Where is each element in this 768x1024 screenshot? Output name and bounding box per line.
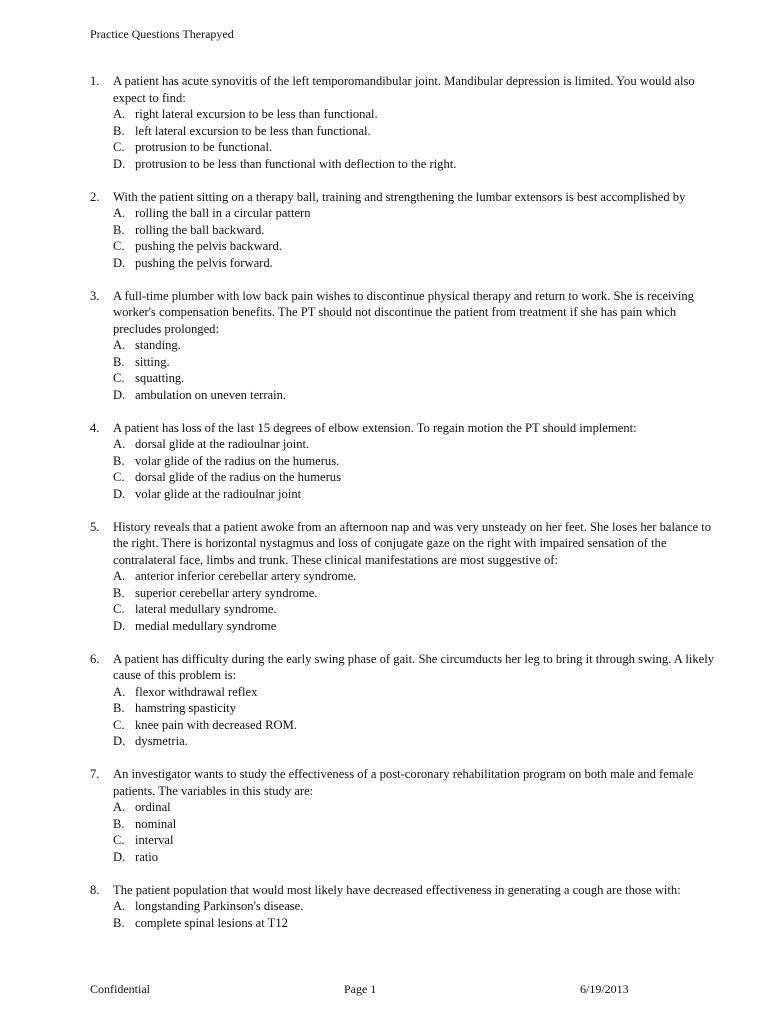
option-text: superior cerebellar artery syndrome.: [135, 585, 318, 600]
question-number: 4.: [90, 420, 100, 435]
answer-option: [113, 139, 720, 156]
option-text: standing.: [135, 338, 181, 352]
answer-option: [113, 469, 720, 486]
question-stem: [90, 73, 720, 106]
option-text: ambulation on uneven terrain.: [135, 387, 287, 402]
option-letter: A.: [113, 206, 126, 220]
option-letter: A.: [113, 107, 126, 121]
option-text: ratio: [135, 849, 159, 864]
question-text: The patient population that would most likely have decreased effectiveness in generating a cough are those with:: [113, 882, 681, 897]
question-stem: [90, 420, 720, 437]
question-text: History reveals that a patient awoke from an afternoon nap and was very unsteady on her feet. She loses her balance to the right. There is horizontal nystagmus and loss of conjugate gaze on the right with impaired sensation of the contralateral face, limbs and trunk. These clinical manifestations are most suggestive of:: [113, 519, 711, 567]
answer-option: [113, 700, 720, 717]
question-stem: [90, 766, 720, 799]
answer-option: [113, 915, 720, 932]
question-item: [90, 189, 720, 272]
option-letter: C.: [113, 833, 125, 847]
option-letter: A.: [113, 899, 126, 913]
option-text: volar glide at the radioulnar joint: [135, 486, 302, 501]
page-header: Practice Questions Therapyed: [90, 27, 234, 41]
answer-option: [113, 205, 720, 222]
answer-option: [113, 601, 720, 618]
option-text: medial medullary syndrome: [135, 618, 277, 633]
option-text: rolling the ball backward.: [135, 222, 265, 237]
option-letter: D.: [113, 387, 126, 402]
question-text: A patient has acute synovitis of the left temporomandibular joint. Mandibular depression is limited. You would also expect to find:: [113, 74, 695, 105]
option-text: nominal: [135, 816, 177, 831]
answer-option: [113, 898, 720, 915]
question-number: 7.: [90, 767, 100, 781]
option-text: volar glide of the radius on the humerus.: [135, 453, 340, 468]
option-text: protrusion to be less than functional with deflection to the right.: [135, 156, 457, 171]
answer-option: [113, 387, 720, 404]
option-letter: C.: [113, 140, 125, 154]
question-number: 1.: [90, 74, 100, 88]
question-stem: [90, 651, 720, 684]
question-text: A full-time plumber with low back pain wishes to discontinue physical therapy and return to work. She is receiving worker's compensation benefits. The PT should not discontinue the patient from treatment if she has pain which precludes prolonged:: [113, 288, 694, 336]
question-text: With the patient sitting on a therapy ball, training and strengthening the lumbar extensors is best accomplished by: [113, 189, 686, 204]
question-item: [90, 766, 720, 865]
question-item: [90, 519, 720, 635]
answer-option: [113, 684, 720, 701]
answer-option: [113, 106, 720, 123]
option-letter: B.: [113, 123, 125, 138]
option-text: ordinal: [135, 800, 171, 814]
option-text: flexor withdrawal reflex: [135, 684, 258, 699]
option-text: dorsal glide of the radius on the humerus: [135, 470, 342, 484]
option-letter: B.: [113, 453, 125, 468]
answer-option: [113, 733, 720, 750]
option-text: lateral medullary syndrome.: [135, 602, 277, 616]
answer-option: [113, 832, 720, 849]
footer-date: 6/19/2013: [580, 982, 629, 996]
option-text: complete spinal lesions at T12: [135, 915, 288, 930]
question-item: [90, 651, 720, 750]
answer-option: [113, 717, 720, 734]
answer-option: [113, 222, 720, 239]
question-number: 3.: [90, 288, 100, 303]
option-letter: A.: [113, 800, 126, 814]
option-letter: C.: [113, 602, 125, 616]
option-letter: C.: [113, 239, 125, 253]
question-number: 8.: [90, 882, 100, 897]
footer-confidential: Confidential: [90, 982, 150, 996]
question-item: [90, 288, 720, 404]
option-letter: C.: [113, 470, 125, 484]
option-letter: A.: [113, 437, 126, 451]
answer-option: [113, 486, 720, 503]
option-letter: B.: [113, 701, 125, 715]
answer-option: [113, 436, 720, 453]
answer-option: [113, 354, 720, 371]
option-letter: D.: [113, 618, 126, 633]
option-letter: C.: [113, 371, 125, 385]
option-letter: B.: [113, 354, 125, 369]
option-letter: D.: [113, 156, 126, 171]
option-text: longstanding Parkinson's disease.: [135, 899, 304, 913]
answer-option: [113, 816, 720, 833]
option-letter: B.: [113, 915, 125, 930]
question-stem: [90, 288, 720, 338]
option-letter: D.: [113, 255, 126, 270]
question-number: 6.: [90, 651, 100, 666]
question-text: A patient has difficulty during the early swing phase of gait. She circumducts her leg to bring it through swing. A likely cause of this problem is:: [113, 651, 715, 682]
answer-option: [113, 123, 720, 140]
option-letter: B.: [113, 585, 125, 600]
question-text: An investigator wants to study the effectiveness of a post-coronary rehabilitation program on both male and female patients. The variables in this study are:: [113, 767, 694, 798]
option-letter: A.: [113, 338, 126, 352]
answer-option: [113, 799, 720, 816]
answer-option: [113, 337, 720, 354]
option-letter: B.: [113, 816, 125, 831]
question-list: [90, 73, 720, 948]
question-stem: [90, 882, 720, 899]
answer-option: [113, 568, 720, 585]
option-text: dysmetria.: [135, 734, 188, 748]
option-text: protrusion to be functional.: [135, 140, 273, 154]
option-text: knee pain with decreased ROM.: [135, 717, 297, 732]
answer-option: [113, 370, 720, 387]
option-text: squatting.: [135, 371, 185, 385]
option-text: sitting.: [135, 354, 170, 369]
footer-page-number: Page 1: [344, 982, 377, 996]
question-number: 5.: [90, 519, 100, 534]
question-text: A patient has loss of the last 15 degrees of elbow extension. To regain motion the PT should implement:: [113, 420, 637, 435]
option-text: anterior inferior cerebellar artery syndrome.: [135, 569, 357, 583]
option-letter: A.: [113, 569, 126, 583]
question-number: 2.: [90, 189, 100, 204]
option-text: left lateral excursion to be less than functional.: [135, 123, 371, 138]
answer-option: [113, 453, 720, 470]
answer-option: [113, 618, 720, 635]
option-text: right lateral excursion to be less than functional.: [135, 107, 378, 121]
answer-option: [113, 156, 720, 173]
option-text: interval: [135, 833, 174, 847]
option-letter: B.: [113, 222, 125, 237]
option-text: hamstring spasticity: [135, 701, 237, 715]
option-text: pushing the pelvis backward.: [135, 239, 282, 253]
question-item: [90, 882, 720, 932]
answer-option: [113, 849, 720, 866]
option-letter: D.: [113, 849, 126, 864]
option-letter: D.: [113, 734, 126, 748]
option-letter: C.: [113, 717, 125, 732]
question-stem: [90, 519, 720, 569]
option-letter: D.: [113, 486, 126, 501]
question-item: [90, 73, 720, 172]
option-text: rolling the ball in a circular pattern: [135, 206, 311, 220]
question-stem: [90, 189, 720, 206]
option-text: dorsal glide at the radioulnar joint.: [135, 437, 310, 451]
answer-option: [113, 585, 720, 602]
question-item: [90, 420, 720, 503]
option-text: pushing the pelvis forward.: [135, 255, 273, 270]
answer-option: [113, 238, 720, 255]
option-letter: A.: [113, 684, 126, 699]
answer-option: [113, 255, 720, 272]
